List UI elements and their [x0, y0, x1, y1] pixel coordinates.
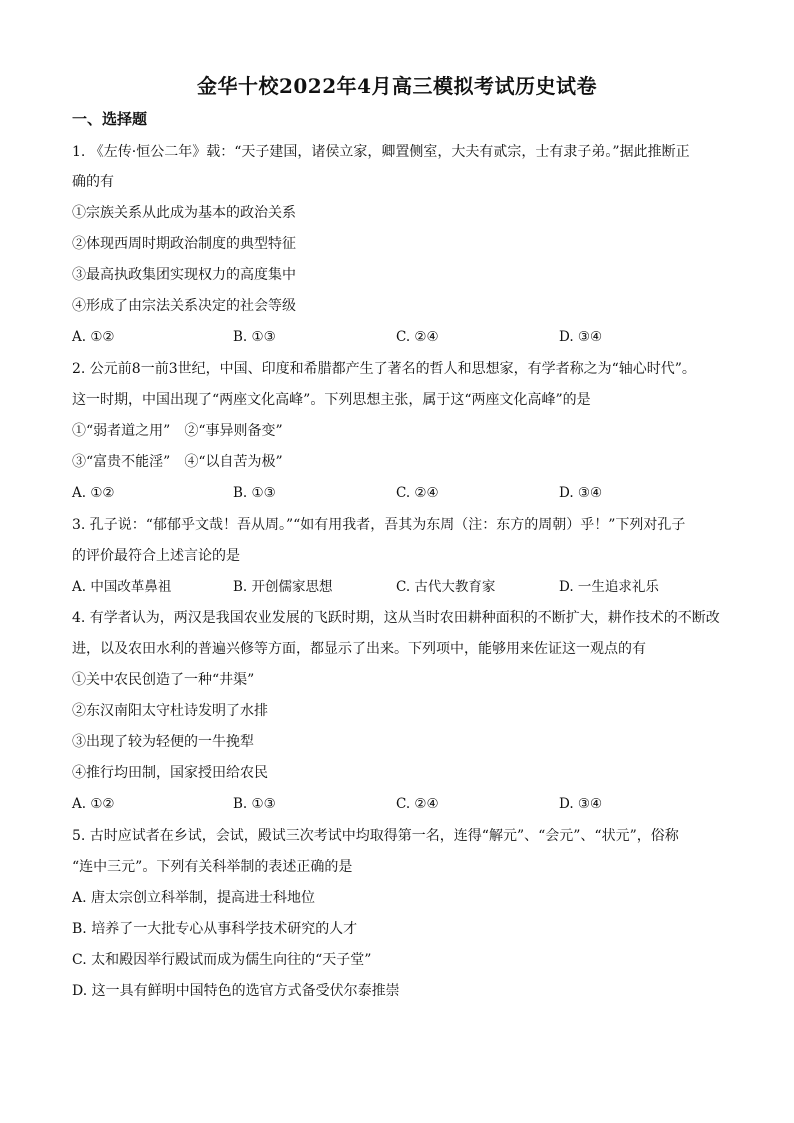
q5-option-b: B. 培养了一大批专心从事科学技术研究的人才	[72, 921, 358, 937]
q2-option-a: A. ①②	[72, 485, 115, 501]
q4-item-3: ③出现了较为轻便的一牛挽犁	[72, 734, 254, 750]
q1-stem-line-1: 1. 《左传·恒公二年》载：“天子建国，诸侯立家，卿置侧室，大夫有贰宗，士有隶子弟。”据此推断正	[72, 144, 690, 160]
q3-option-b: B. 开创儒家思想	[233, 579, 333, 595]
q4-stem-line-2: 进，以及农田水利的普遍兴修等方面，都显示了出来。下列项中，能够用来佐证这一观点的有	[72, 641, 646, 657]
q4-stem-line-1: 4. 有学者认为，两汉是我国农业发展的飞跃时期，这从当时农田耕种面积的不断扩大，耕作技术的不断改	[72, 610, 720, 626]
q2-option-c: C. ②④	[396, 485, 439, 501]
q4-option-c: C. ②④	[396, 796, 439, 812]
q2-stem-line-1: 2. 公元前8一前3世纪，中国、印度和希腊都产生了著名的哲人和思想家，有学者称之为“轴心时代”。	[72, 361, 696, 377]
q2-option-b: B. ①③	[233, 485, 276, 501]
q5-stem-line-1: 5. 古时应试者在乡试，会试，殿试三次考试中均取得第一名，连得“解元”、“会元”、“状元”，俗称	[72, 828, 679, 844]
q1-stem-line-2: 确的有	[72, 174, 114, 190]
q1-item-2: ②体现西周时期政治制度的典型特征	[72, 236, 296, 252]
q4-option-b: B. ①③	[233, 796, 276, 812]
q1-item-3: ③最高执政集团实现权力的高度集中	[72, 267, 296, 283]
q1-option-d: D. ③④	[559, 329, 603, 345]
q5-option-c: C. 太和殿因举行殿试而成为儒生向往的“天子堂”	[72, 952, 372, 968]
q4-item-1: ①关中农民创造了一种“井渠”	[72, 672, 255, 688]
q2-stem-line-2: 这一时期，中国出现了“两座文化高峰”。下列思想主张，属于这“两座文化高峰”的是	[72, 392, 591, 408]
q1-item-4: ④形成了由宗法关系决定的社会等级	[72, 298, 296, 314]
q4-item-4: ④推行均田制，国家授田给农民	[72, 765, 268, 781]
q2-option-d: D. ③④	[559, 485, 603, 501]
q2-item-row-2: ③“富贵不能淫” ④“以自苦为极”	[72, 454, 283, 470]
q3-option-c: C. 古代大教育家	[396, 579, 496, 595]
section-heading: 一、选择题	[72, 110, 148, 128]
q4-option-d: D. ③④	[559, 796, 603, 812]
q3-stem-line-2: 的评价最符合上述言论的是	[72, 548, 240, 564]
q5-option-d: D. 这一具有鲜明中国特色的选官方式备受伏尔泰推崇	[72, 983, 400, 999]
q3-stem-line-1: 3. 孔子说：“郁郁乎文哉！吾从周。”“如有用我者，吾其为东周（注：东方的周朝）乎！”下列对孔子	[72, 517, 686, 533]
q4-item-2: ②东汉南阳太守杜诗发明了水排	[72, 703, 268, 719]
q4-option-a: A. ①②	[72, 796, 115, 812]
q5-option-a: A. 唐太宗创立科举制，提高进士科地位	[72, 890, 316, 906]
q1-item-1: ①宗族关系从此成为基本的政治关系	[72, 205, 296, 221]
q1-option-c: C. ②④	[396, 329, 439, 345]
q1-option-a: A. ①②	[72, 329, 115, 345]
page-title: 金华十校2022年4月高三模拟考试历史试卷	[196, 74, 598, 98]
q3-option-a: A. 中国改革鼻祖	[72, 579, 172, 595]
q3-option-d: D. 一生追求礼乐	[559, 579, 659, 595]
q5-stem-line-2: “连中三元”。下列有关科举制的表述正确的是	[72, 859, 353, 875]
q2-item-row-1: ①“弱者道之用” ②“事异则备变”	[72, 423, 283, 439]
q1-option-b: B. ①③	[233, 329, 276, 345]
